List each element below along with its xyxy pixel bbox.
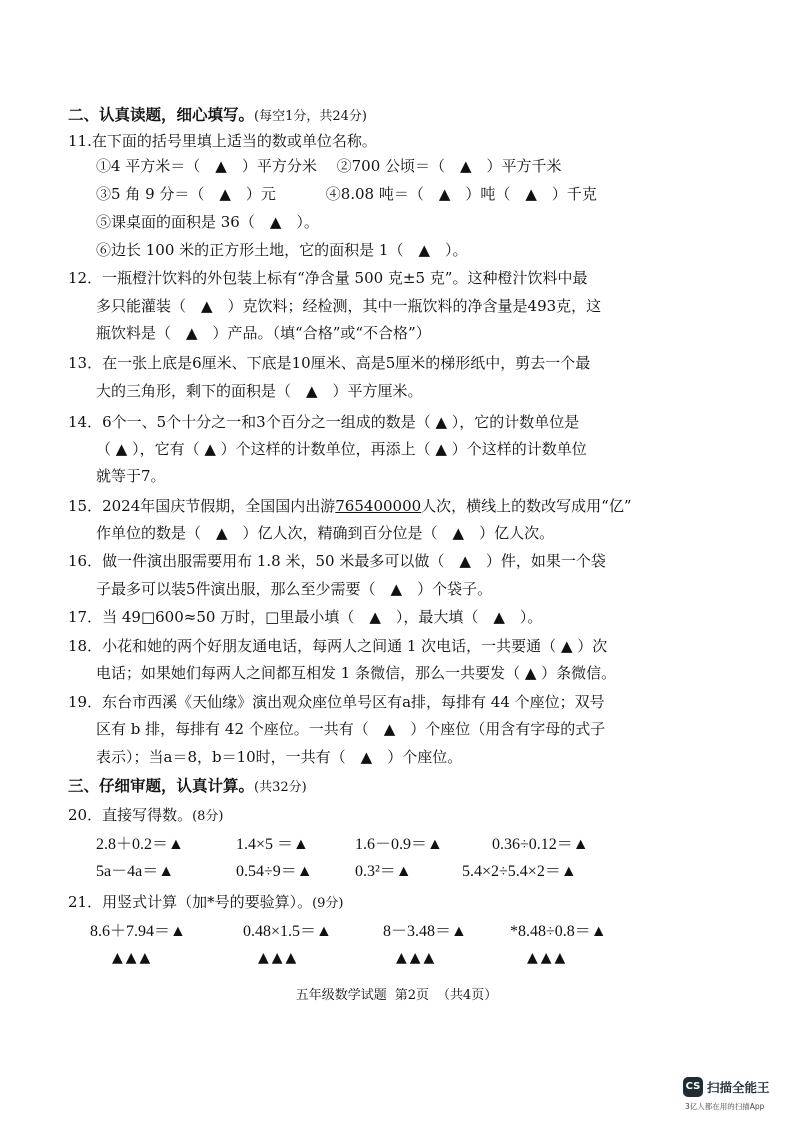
question-12-line-3: 瓶饮料是（ ▲ ）产品。（填“合格”或“不合格”） xyxy=(96,324,431,342)
question-16-line-2: 子最多可以装5件演出服，那么至少需要（ ▲ ）个袋子。 xyxy=(96,580,493,598)
calc-item: 5.4×2÷5.4×2＝▲ xyxy=(462,863,577,880)
question-11: 11.在下面的括号里填上适当的数或单位名称。 xyxy=(68,132,377,150)
question-11-part-d: ⑥边长 100 米的正方形土地，它的面积是 1（ ▲ ）。 xyxy=(96,241,468,259)
question-21-heading xyxy=(68,891,344,915)
question-15-line-1 xyxy=(68,495,632,517)
question-16-line-1: 16．做一件演出服需要用布 1.8 米，50 米最多可以做（ ▲ ）件，如果一个袋 xyxy=(68,552,606,570)
question-18-line-2: 电话；如果她们每两人之间都互相发 1 条微信，那么一共要发（ ▲ ）条微信。 xyxy=(96,664,617,682)
answer-placeholder: ▲▲▲ xyxy=(112,950,154,966)
question-14-line-1: 14．6个一、5个十分之一和3个百分之一组成的数是（ ▲ ），它的计数单位是 xyxy=(68,413,580,431)
cs-logo-icon: CS xyxy=(683,1077,703,1097)
question-15-suffix: 人次，横线上的数改写成用“亿” xyxy=(421,497,632,515)
vertical-calc-item: *8.48÷0.8＝▲ xyxy=(510,923,607,940)
question-12-line-2: 多只能灌装（ ▲ ）克饮料；经检测，其中一瓶饮料的净含量是493克，这 xyxy=(96,297,602,315)
footer-title: 五年级数学试题 xyxy=(295,988,387,1003)
footer-page: 第2页 xyxy=(394,988,429,1003)
question-18-line-1: 18．小花和她的两个好朋友通电话，每两人之间通 1 次电话，一共要通（ ▲ ）次 xyxy=(68,637,608,655)
page-footer xyxy=(0,984,793,1003)
answer-placeholder: ▲▲▲ xyxy=(258,950,300,966)
question-21-title: 21．用竖式计算（加*号的要验算）。 xyxy=(68,893,313,911)
question-19-line-1: 19．东台市西溪《天仙缘》演出观众座位单号区有a排，每排有 44 个座位；双号 xyxy=(68,693,605,711)
question-13-line-1: 13．在一张上底是6厘米、下底是10厘米、高是5厘米的梯形纸中，剪去一个最 xyxy=(68,354,591,372)
question-19-line-3: 表示）；当a＝8，b＝10时，一共有（ ▲ ）个座位。 xyxy=(96,748,463,766)
underlined-number: 765400000 xyxy=(335,497,422,515)
logo-name: 扫描全能王 xyxy=(707,1080,770,1095)
question-21-note: (9分) xyxy=(312,896,344,911)
vertical-calc-item: 8.6＋7.94＝▲ xyxy=(90,923,186,940)
question-14-line-3: 就等于7。 xyxy=(96,467,166,485)
calc-item: 0.54÷9＝▲ xyxy=(236,863,313,880)
calc-item: 1.6－0.9＝▲ xyxy=(355,836,443,853)
question-11-part-a: ①4 平方米＝（ ▲ ）平方分米 ②700 公顷＝（ ▲ ）平方千米 xyxy=(96,157,562,175)
answer-placeholder: ▲▲▲ xyxy=(396,950,438,966)
question-14-line-2: （ ▲ ），它有（ ▲ ）个这样的计数单位，再添上（ ▲ ）个这样的计数单位 xyxy=(96,440,587,458)
question-12-line-1: 12．一瓶橙汁饮料的外包装上标有“净含量 500 克±5 克”。这种橙汁饮料中最 xyxy=(68,269,588,287)
calc-item: 1.4×5 ＝▲ xyxy=(236,836,309,853)
vertical-calc-item: 0.48×1.5＝▲ xyxy=(243,923,332,940)
calc-item: 2.8＋0.2＝▲ xyxy=(96,836,184,853)
section-3-heading xyxy=(68,775,307,799)
section-2-heading xyxy=(68,104,367,128)
question-11-part-b: ③5 角 9 分＝（ ▲ ）元 ④8.08 吨＝（ ▲ ）吨（ ▲ ）千克 xyxy=(96,185,597,203)
scanner-watermark xyxy=(683,1077,787,1117)
question-11-part-c: ⑤课桌面的面积是 36（ ▲ ）。 xyxy=(96,213,319,231)
question-17: 17．当 49□600≈50 万时，□里最小填（ ▲ ），最大填（ ▲ ）。 xyxy=(68,608,543,626)
answer-placeholder: ▲▲▲ xyxy=(527,950,569,966)
section-2-title: 二、认真读题，细心填写。 xyxy=(68,106,255,124)
question-20-title: 20．直接写得数。 xyxy=(68,806,193,824)
section-3-title: 三、仔细审题，认真计算。 xyxy=(68,777,255,795)
calc-item: 5a－4a＝▲ xyxy=(96,863,175,880)
logo-tagline: 3亿人都在用的扫描App xyxy=(685,1102,765,1111)
calc-item: 0.3²＝▲ xyxy=(355,863,412,880)
question-20-note: (8分) xyxy=(192,809,224,824)
question-20-heading xyxy=(68,804,224,828)
calc-item: 0.36÷0.12＝▲ xyxy=(492,836,589,853)
question-13-line-2: 大的三角形，剩下的面积是（ ▲ ）平方厘米。 xyxy=(96,382,423,400)
question-15-line-2: 作单位的数是（ ▲ ）亿人次，精确到百分位是（ ▲ ）亿人次。 xyxy=(96,524,555,542)
vertical-calc-item: 8－3.48＝▲ xyxy=(383,923,467,940)
question-15-prefix: 15．2024年国庆节假期，全国国内出游 xyxy=(68,497,336,515)
footer-total: （共4页） xyxy=(437,988,498,1003)
section-3-note: (共32分) xyxy=(254,780,307,795)
section-2-note: (每空1分，共24分) xyxy=(254,109,367,124)
question-19-line-2: 区有 b 排，每排有 42 个座位。一共有（ ▲ ）个座位（用含有字母的式子 xyxy=(96,720,606,738)
